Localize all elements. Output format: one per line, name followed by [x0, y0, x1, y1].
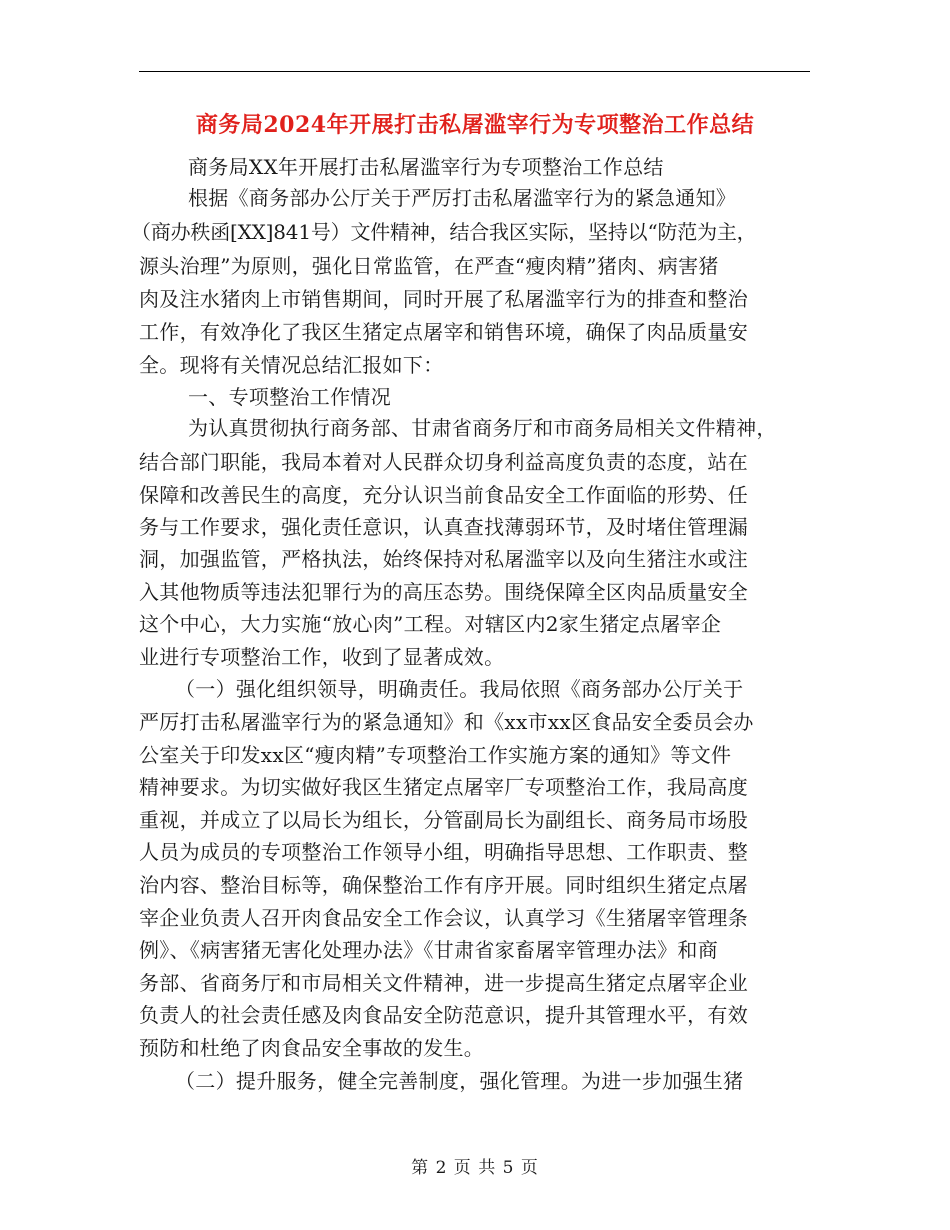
body-line: 治内容、整治目标等，确保整治工作有序开展。同时组织生猪定点屠 [139, 873, 748, 897]
body-line: 保障和改善民生的高度，充分认识当前食品安全工作面临的形势、任 [139, 483, 748, 507]
body-line: 务与工作要求，强化责任意识，认真查找薄弱环节，及时堵住管理漏 [139, 515, 748, 539]
body-line: 务部、省商务厅和市局相关文件精神，进一步提高生猪定点屠宰企业 [139, 971, 748, 995]
body-line: （二）提升服务，健全完善制度，强化管理。为进一步加强生猪 [175, 1069, 744, 1093]
body-line: 结合部门职能，我局本着对人民群众切身利益高度负责的态度，站在 [139, 450, 748, 474]
section-heading: 一、专项整治工作情况 [188, 385, 391, 409]
header-rule [139, 71, 810, 72]
body-line: 预防和杜绝了肉食品安全事故的发生。 [139, 1036, 485, 1060]
body-line: 人员为成员的专项整治工作领导小组，明确指导思想、工作职责、整 [139, 840, 748, 864]
body-line: 精神要求。为切实做好我区生猪定点屠宰厂专项整治工作，我局高度 [139, 775, 748, 799]
body-line: 入其他物质等违法犯罪行为的高压态势。围绕保障全区肉品质量安全 [139, 580, 748, 604]
body-line: （一）强化组织领导，明确责任。我局依照《商务部办公厅关于 [175, 677, 744, 701]
body-line: 全。现将有关情况总结汇报如下： [139, 353, 444, 377]
body-line: 公室关于印发xx区“瘦肉精”专项整治工作实施方案的通知》等文件 [139, 743, 732, 767]
document-title: 商务局2024年开展打击私屠滥宰行为专项整治工作总结 [195, 112, 755, 138]
body-line: 负责人的社会责任感及肉食品安全防范意识，提升其管理水平，有效 [139, 1003, 748, 1027]
body-line: 例》、《病害猪无害化处理办法》《甘肃省家畜屠宰管理办法》和商 [139, 938, 718, 962]
body-line: 洞，加强监管，严格执法，始终保持对私屠滥宰以及向生猪注水或注 [139, 547, 748, 571]
body-line: 肉及注水猪肉上市销售期间，同时开展了私屠滥宰行为的排查和整治 [139, 287, 748, 311]
body-line: 这个中心，大力实施“放心肉”工程。对辖区内2家生猪定点屠宰企 [139, 612, 722, 636]
body-line: 为认真贯彻执行商务部、甘肃省商务厅和市商务局相关文件精神， [188, 416, 777, 440]
body-line: 宰企业负责人召开肉食品安全工作会议，认真学习《生猪屠宰管理条 [139, 906, 748, 930]
body-line: 源头治理”为原则，强化日常监管，在严查“瘦肉精”猪肉、病害猪 [139, 254, 719, 278]
body-line: 严厉打击私屠滥宰行为的紧急通知》和《xx市xx区食品安全委员会办 [139, 710, 754, 734]
body-line: （商办秩函[XX]841号）文件精神，结合我区实际，坚持以“防范为主， [131, 220, 757, 244]
body-line: 工作，有效净化了我区生猪定点屠宰和销售环境，确保了肉品质量安 [139, 320, 748, 344]
body-line: 根据《商务部办公厅关于严厉打击私屠滥宰行为的紧急通知》 [188, 186, 737, 210]
body-line: 重视，并成立了以局长为组长，分管副局长为副组长、商务局市场股 [139, 808, 748, 832]
page-number: 第 2 页 共 5 页 [411, 1158, 539, 1178]
body-line: 业进行专项整治工作，收到了显著成效。 [139, 645, 505, 669]
body-line: 商务局XX年开展打击私屠滥宰行为专项整治工作总结 [188, 155, 664, 179]
